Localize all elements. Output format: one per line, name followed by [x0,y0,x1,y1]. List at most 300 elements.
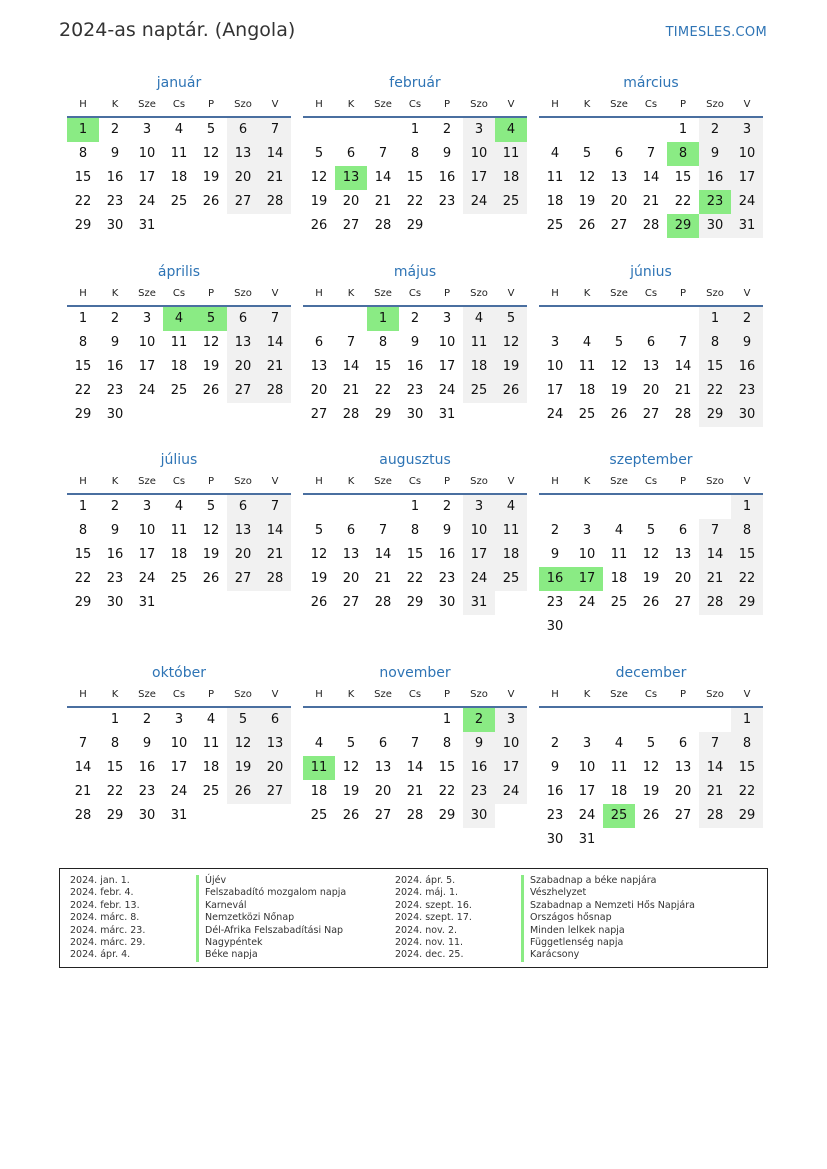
day-cell: 19 [610,383,628,398]
weekday-label: P [679,99,687,110]
legend-date: 2024. dec. 25. [395,949,464,961]
day-cell: 6 [227,307,259,331]
day-cell: 18 [610,571,628,586]
legend-row [70,937,346,949]
month-name: július [160,452,198,468]
day-cell: 10 [578,760,596,775]
holiday-day-cell: 13 [335,166,367,190]
day-cell: 25 [610,595,628,610]
days-grid [539,307,763,427]
weekday-label: H [551,288,559,299]
month-3 [539,72,763,238]
holiday-legend-column-right [395,875,695,962]
day-cell: 23 [138,784,156,799]
legend-row [70,875,346,887]
empty-day-cell [603,495,635,519]
day-cell: 13 [259,732,291,756]
day-cell: 15 [438,760,456,775]
day-cell: 18 [170,170,188,185]
day-cell: 2 [110,122,120,137]
weekday-label: Sze [138,288,156,299]
day-cell: 10 [438,335,456,350]
weekday-header [67,688,291,708]
day-cell: 17 [463,166,495,190]
day-cell: 12 [202,146,220,161]
day-cell: 18 [578,383,596,398]
day-cell: 15 [731,756,763,780]
holiday-day-cell: 29 [667,214,699,238]
day-cell: 4 [174,122,184,137]
day-cell: 14 [674,359,692,374]
legend-date: 2024. ápr. 4. [70,949,131,961]
weekday-label: P [443,99,451,110]
weekday-label: P [679,476,687,487]
weekday-label: K [111,288,119,299]
weekday-label: Szo [706,476,724,487]
day-cell: 23 [406,383,424,398]
weekday-label: P [443,689,451,700]
day-cell: 16 [731,355,763,379]
day-cell: 6 [259,708,291,732]
weekday-header [67,98,291,118]
weekday-label: V [507,689,515,700]
weekday-label: Cs [172,476,186,487]
day-cell: 24 [138,194,156,209]
day-cell: 25 [463,379,495,403]
day-cell: 24 [170,784,188,799]
weekday-label: Szo [706,689,724,700]
day-cell: 27 [227,567,259,591]
day-cell: 4 [582,335,592,350]
weekday-label: K [583,689,591,700]
day-cell: 8 [731,519,763,543]
day-cell: 15 [106,760,124,775]
day-cell: 2 [699,118,731,142]
day-cell: 9 [731,331,763,355]
day-cell: 15 [406,170,424,185]
weekday-label: H [79,99,87,110]
day-cell: 8 [78,523,88,538]
day-cell: 31 [170,808,188,823]
legend-holiday-name: Felszabadító mozgalom napja [196,887,346,899]
day-cell: 7 [410,736,420,751]
legend-holiday-name: Minden lelkek napja [521,925,625,937]
day-cell: 24 [138,571,156,586]
day-cell: 2 [110,311,120,326]
weekday-header [303,475,527,495]
day-cell: 11 [546,170,564,185]
days-grid [303,495,527,615]
day-cell: 20 [227,355,259,379]
weekday-label: K [111,99,119,110]
weekday-label: P [207,689,215,700]
day-cell: 11 [170,146,188,161]
day-cell: 28 [259,379,291,403]
day-cell: 28 [406,808,424,823]
day-cell: 19 [342,784,360,799]
legend-holiday-name: Béke napja [196,949,258,961]
day-cell: 11 [495,142,527,166]
day-cell: 16 [106,547,124,562]
empty-day-cell [699,495,731,519]
month-2 [303,72,527,238]
day-cell: 17 [495,756,527,780]
day-cell: 26 [202,383,220,398]
day-cell: 3 [142,311,152,326]
day-cell: 31 [138,218,156,233]
day-cell: 20 [259,756,291,780]
day-cell: 28 [699,804,731,828]
day-cell: 14 [699,756,731,780]
day-cell: 14 [259,331,291,355]
weekday-label: P [207,288,215,299]
weekday-label: Szo [234,689,252,700]
weekday-label: Cs [172,689,186,700]
day-cell: 7 [259,118,291,142]
legend-date: 2024. máj. 1. [395,887,459,899]
month-6 [539,261,763,427]
day-cell: 15 [374,359,392,374]
day-cell: 20 [610,194,628,209]
day-cell: 12 [310,547,328,562]
day-cell: 19 [202,359,220,374]
weekday-label: Sze [610,99,628,110]
empty-day-cell [539,708,571,732]
day-cell: 4 [550,146,560,161]
day-cell: 17 [138,170,156,185]
day-cell: 1 [731,495,763,519]
day-cell: 31 [438,407,456,422]
month-11 [303,662,527,828]
legend-holiday-name: Nemzetközi Nőnap [196,912,294,924]
day-cell: 17 [731,166,763,190]
day-cell: 14 [642,170,660,185]
day-cell: 10 [495,732,527,756]
day-cell: 9 [550,547,560,562]
day-cell: 11 [170,335,188,350]
month-10 [67,662,291,828]
day-cell: 18 [610,784,628,799]
legend-row [70,912,346,924]
day-cell: 5 [646,736,656,751]
day-cell: 22 [731,567,763,591]
day-cell: 8 [410,146,420,161]
day-cell: 3 [463,118,495,142]
weekday-label: Szo [470,476,488,487]
legend-holiday-name: Függetlenség napja [521,937,623,949]
legend-holiday-name: Szabadnap a Nemzeti Hős Napjára [521,900,695,912]
day-cell: 24 [138,383,156,398]
day-cell: 18 [495,543,527,567]
day-cell: 3 [463,495,495,519]
month-name: augusztus [379,452,451,468]
day-cell: 31 [731,214,763,238]
day-cell: 10 [463,142,495,166]
weekday-label: K [111,476,119,487]
weekday-label: Szo [706,288,724,299]
day-cell: 15 [731,543,763,567]
weekday-label: Cs [644,476,658,487]
day-cell: 29 [699,403,731,427]
day-cell: 30 [106,407,124,422]
weekday-label: K [583,476,591,487]
day-cell: 30 [438,595,456,610]
weekday-label: P [679,689,687,700]
weekday-label: K [583,288,591,299]
weekday-label: V [271,288,279,299]
day-cell: 25 [578,407,596,422]
day-cell: 22 [731,780,763,804]
day-cell: 17 [463,543,495,567]
day-cell: 24 [546,407,564,422]
legend-date: 2024. febr. 13. [70,899,140,911]
day-cell: 5 [206,499,216,514]
legend-row [395,887,695,899]
day-cell: 9 [142,736,152,751]
weekday-label: K [347,476,355,487]
day-cell: 7 [378,146,388,161]
day-cell: 30 [406,407,424,422]
day-cell: 22 [74,571,92,586]
day-cell: 30 [463,804,495,828]
day-cell: 24 [578,595,596,610]
day-cell: 19 [642,784,660,799]
day-cell: 21 [699,780,731,804]
day-cell: 26 [310,595,328,610]
weekday-label: Sze [138,689,156,700]
day-cell: 17 [438,359,456,374]
day-cell: 20 [227,166,259,190]
day-cell: 21 [259,543,291,567]
weekday-label: K [347,99,355,110]
day-cell: 31 [138,595,156,610]
legend-holiday-name: Újév [196,875,226,887]
day-cell: 24 [463,567,495,591]
weekday-label: Cs [408,689,422,700]
day-cell: 25 [170,194,188,209]
day-cell: 8 [410,523,420,538]
day-cell: 1 [731,708,763,732]
day-cell: 25 [546,218,564,233]
day-cell: 29 [731,591,763,615]
legend-date: 2024. márc. 8. [70,912,140,924]
page-title: 2024-as naptár. (Angola) [59,19,296,41]
day-cell: 27 [374,808,392,823]
day-cell: 4 [206,712,216,727]
day-cell: 20 [310,383,328,398]
day-cell: 7 [346,335,356,350]
month-name: november [379,665,451,681]
day-cell: 16 [546,784,564,799]
weekday-header [539,98,763,118]
day-cell: 6 [346,146,356,161]
holiday-day-cell: 2 [463,708,495,732]
weekday-label: Sze [374,689,392,700]
day-cell: 9 [410,335,420,350]
month-name: május [393,264,437,280]
day-cell: 16 [438,547,456,562]
weekday-header [67,475,291,495]
empty-day-cell [367,708,399,732]
holiday-day-cell: 11 [303,756,335,780]
month-name: december [615,665,687,681]
empty-day-cell [303,118,335,142]
legend-holiday-name: Szabadnap a béke napjára [521,875,656,887]
day-cell: 14 [699,543,731,567]
weekday-label: Sze [374,99,392,110]
day-cell: 19 [202,170,220,185]
weekday-label: K [347,689,355,700]
day-cell: 15 [74,170,92,185]
empty-day-cell [571,495,603,519]
day-cell: 9 [110,146,120,161]
day-cell: 29 [731,804,763,828]
legend-date: 2024. jan. 1. [70,875,130,886]
day-cell: 22 [74,194,92,209]
weekday-header [67,287,291,307]
day-cell: 25 [170,383,188,398]
day-cell: 21 [259,166,291,190]
weekday-label: H [315,288,323,299]
legend-date: 2024. szept. 16. [395,899,472,911]
day-cell: 21 [342,383,360,398]
legend-date: 2024. márc. 29. [70,936,146,948]
day-cell: 21 [259,355,291,379]
day-cell: 5 [314,523,324,538]
day-cell: 28 [259,190,291,214]
day-cell: 6 [227,495,259,519]
day-cell: 22 [699,379,731,403]
weekday-label: Szo [234,288,252,299]
day-cell: 21 [406,784,424,799]
weekday-header [539,287,763,307]
holiday-day-cell: 16 [539,567,571,591]
day-cell: 5 [614,335,624,350]
day-cell: 29 [74,595,92,610]
day-cell: 10 [138,146,156,161]
days-grid [67,307,291,427]
day-cell: 10 [138,335,156,350]
day-cell: 27 [642,407,660,422]
weekday-label: Szo [470,99,488,110]
empty-day-cell [367,495,399,519]
empty-day-cell [399,708,431,732]
day-cell: 12 [342,760,360,775]
day-cell: 16 [106,170,124,185]
day-cell: 18 [170,547,188,562]
weekday-label: Cs [172,99,186,110]
days-grid [303,118,527,238]
weekday-label: Sze [610,689,628,700]
empty-day-cell [667,307,699,331]
day-cell: 23 [731,379,763,403]
day-cell: 30 [106,595,124,610]
empty-day-cell [67,708,99,732]
day-cell: 11 [610,547,628,562]
day-cell: 19 [310,194,328,209]
day-cell: 7 [699,732,731,756]
days-grid [67,118,291,238]
days-grid [303,708,527,828]
legend-holiday-name: Országos hősnap [521,912,612,924]
legend-holiday-name: Dél-Afrika Felszabadítási Nap [196,925,343,937]
day-cell: 3 [582,736,592,751]
day-cell: 26 [642,808,660,823]
day-cell: 7 [78,736,88,751]
weekday-header [303,688,527,708]
weekday-label: H [551,99,559,110]
day-cell: 17 [138,547,156,562]
empty-day-cell [635,708,667,732]
holiday-legend-column-left [70,875,346,962]
day-cell: 11 [463,331,495,355]
day-cell: 18 [463,355,495,379]
day-cell: 8 [78,335,88,350]
day-cell: 4 [463,307,495,331]
holiday-day-cell: 5 [195,307,227,331]
day-cell: 29 [406,595,424,610]
weekday-label: V [271,99,279,110]
holiday-legend [59,868,768,968]
holiday-day-cell: 17 [571,567,603,591]
holiday-day-cell: 23 [699,190,731,214]
day-cell: 15 [699,355,731,379]
day-cell: 12 [202,335,220,350]
day-cell: 9 [110,335,120,350]
month-1 [67,72,291,238]
brand-link[interactable]: TIMESLES.COM [665,25,767,40]
day-cell: 27 [674,595,692,610]
month-5 [303,261,527,427]
day-cell: 27 [610,218,628,233]
day-cell: 2 [550,523,560,538]
day-cell: 25 [310,808,328,823]
day-cell: 5 [582,146,592,161]
day-cell: 22 [406,194,424,209]
days-grid [539,708,763,852]
day-cell: 3 [731,118,763,142]
empty-day-cell [539,495,571,519]
day-cell: 23 [106,383,124,398]
legend-row [395,875,695,887]
day-cell: 16 [463,756,495,780]
day-cell: 22 [374,383,392,398]
weekday-label: V [271,689,279,700]
day-cell: 9 [442,146,452,161]
weekday-header [539,475,763,495]
legend-holiday-name: Nagypéntek [196,937,263,949]
weekday-label: K [347,288,355,299]
day-cell: 26 [227,780,259,804]
day-cell: 15 [74,359,92,374]
legend-row [70,949,346,961]
day-cell: 14 [406,760,424,775]
day-cell: 15 [674,170,692,185]
weekday-label: P [443,288,451,299]
day-cell: 2 [142,712,152,727]
weekday-label: Sze [374,288,392,299]
day-cell: 9 [442,523,452,538]
day-cell: 21 [642,194,660,209]
day-cell: 26 [495,379,527,403]
day-cell: 21 [74,784,92,799]
day-cell: 17 [578,784,596,799]
day-cell: 13 [610,170,628,185]
day-cell: 14 [259,519,291,543]
holiday-day-cell: 25 [603,804,635,828]
day-cell: 28 [374,218,392,233]
weekday-label: Sze [610,288,628,299]
